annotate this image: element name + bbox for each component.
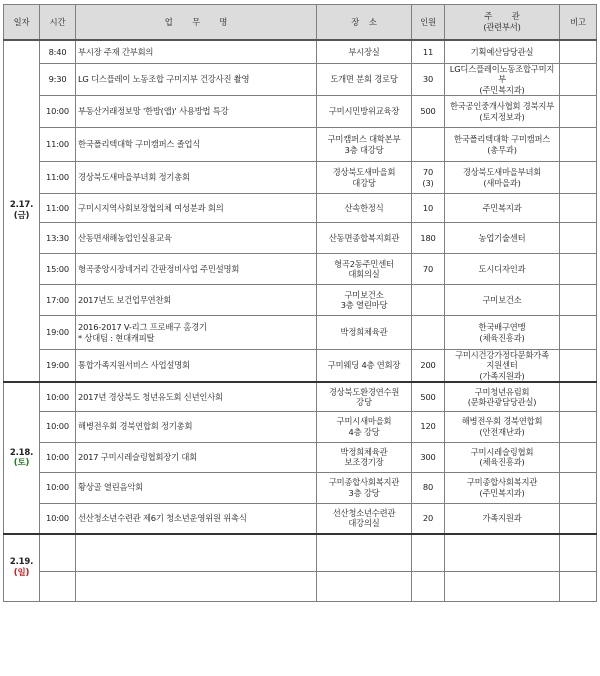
- task-cell: 2017년도 보건업무연찬회: [76, 285, 317, 316]
- count-cell: 70 (3): [412, 162, 445, 194]
- place-cell: 구미웨딩 4층 연회장: [317, 350, 412, 383]
- organizer-cell: LG디스플레이노동조합구미지부 (주민복지과): [445, 64, 560, 96]
- schedule-table: [3, 4, 597, 602]
- task-cell: 경상북도새마을부녀회 정기총회: [76, 162, 317, 194]
- organizer-cell: 주민복지과: [445, 194, 560, 223]
- place-cell: 구미캠퍼스 대학본부 3층 대강당: [317, 128, 412, 162]
- time-cell: 15:00: [40, 254, 76, 285]
- header-date: 일자: [4, 5, 40, 40]
- count-cell: 70: [412, 254, 445, 285]
- header-organizer: [445, 5, 560, 40]
- task-cell: 2017년 경상북도 청년유도회 신년인사회: [76, 382, 317, 411]
- count-cell: 30: [412, 64, 445, 96]
- place-cell: 형곡2동주민센터 대회의실: [317, 254, 412, 285]
- time-cell: 9:30: [40, 64, 76, 96]
- count-cell: [412, 534, 445, 571]
- organizer-cell: 구미시건강가정다문화가족 지원센터 (가족지원과): [445, 350, 560, 383]
- place-cell: [317, 534, 412, 571]
- date-label: 2.17.: [9, 200, 34, 211]
- count-cell: 180: [412, 223, 445, 254]
- place-cell: 선산청소년수련관 대강의실: [317, 503, 412, 534]
- schedule-row: [4, 382, 597, 411]
- time-cell: 17:00: [40, 285, 76, 316]
- task-cell: 해병전우회 경북연합회 정기총회: [76, 411, 317, 442]
- count-cell: 200: [412, 350, 445, 383]
- organizer-cell: 기획예산담당관실: [445, 40, 560, 64]
- place-cell: 구미보건소 3층 열린마당: [317, 285, 412, 316]
- task-cell: 부동산거래정보망 '한방(앱)' 사용방법 특강: [76, 96, 317, 128]
- count-cell: [412, 285, 445, 316]
- note-cell: [560, 128, 597, 162]
- place-cell: 박정희체육관 보조경기장: [317, 442, 412, 472]
- task-cell: [76, 571, 317, 601]
- note-cell: [560, 571, 597, 601]
- organizer-cell: 도시디자인과: [445, 254, 560, 285]
- schedule-row: [4, 194, 597, 223]
- schedule-row: [4, 442, 597, 472]
- task-cell: 황상골 열린음악회: [76, 472, 317, 503]
- time-cell: 19:00: [40, 350, 76, 383]
- schedule-body: [4, 40, 597, 602]
- time-cell: 10:00: [40, 411, 76, 442]
- day-of-week: (토): [13, 458, 30, 469]
- place-cell: 산동면종합복지회관: [317, 223, 412, 254]
- place-cell: 산속한정식: [317, 194, 412, 223]
- header-time: 시간: [40, 5, 76, 40]
- schedule-row: [4, 472, 597, 503]
- count-cell: 500: [412, 382, 445, 411]
- schedule-row: [4, 571, 597, 601]
- note-cell: [560, 503, 597, 534]
- task-cell: 한국폴리텍대학 구미캠퍼스 졸업식: [76, 128, 317, 162]
- header-row: [4, 5, 597, 40]
- schedule-row: [4, 503, 597, 534]
- task-cell: 통합가족지원서비스 사업설명회: [76, 350, 317, 383]
- schedule-row: [4, 64, 597, 96]
- note-cell: [560, 64, 597, 96]
- time-cell: [40, 534, 76, 571]
- schedule-row: [4, 254, 597, 285]
- organizer-cell: 가족지원과: [445, 503, 560, 534]
- organizer-cell: 한국배구연맹 (체육진흥과): [445, 316, 560, 350]
- schedule-row: [4, 128, 597, 162]
- schedule-row: [4, 411, 597, 442]
- task-cell: 형곡중앙시장네거리 간판정비사업 주민설명회: [76, 254, 317, 285]
- header-organizer-dept: (관련부서): [483, 21, 521, 32]
- time-cell: 10:00: [40, 96, 76, 128]
- organizer-cell: 경상북도새마을부녀회 (새마을과): [445, 162, 560, 194]
- schedule-row: [4, 223, 597, 254]
- date-label: 2.19.: [9, 557, 34, 568]
- organizer-cell: 구미종합사회복지관 (주민복지과): [445, 472, 560, 503]
- note-cell: [560, 382, 597, 411]
- schedule-row: [4, 96, 597, 128]
- place-cell: 경상북도환경연수원 강당: [317, 382, 412, 411]
- day-of-week: (일): [13, 567, 30, 578]
- place-cell: 구미시민방위교육장: [317, 96, 412, 128]
- time-cell: 8:40: [40, 40, 76, 64]
- note-cell: [560, 350, 597, 383]
- count-cell: [412, 571, 445, 601]
- place-cell: 구미종합사회복지관 3층 강당: [317, 472, 412, 503]
- organizer-cell: 구미보건소: [445, 285, 560, 316]
- note-cell: [560, 40, 597, 64]
- time-cell: 11:00: [40, 162, 76, 194]
- time-cell: 10:00: [40, 472, 76, 503]
- date-cell: [4, 40, 40, 383]
- organizer-cell: [445, 534, 560, 571]
- time-cell: 10:00: [40, 503, 76, 534]
- schedule-row: [4, 534, 597, 571]
- count-cell: 80: [412, 472, 445, 503]
- schedule-row: [4, 285, 597, 316]
- schedule-row: [4, 350, 597, 383]
- count-cell: 20: [412, 503, 445, 534]
- place-cell: 박정희체육관: [317, 316, 412, 350]
- count-cell: 120: [412, 411, 445, 442]
- organizer-cell: 구미청년유림회 (문화관광담당관실): [445, 382, 560, 411]
- place-cell: [317, 571, 412, 601]
- count-cell: 11: [412, 40, 445, 64]
- organizer-cell: 해병전우회 경북연합회 (안전재난과): [445, 411, 560, 442]
- organizer-cell: 한국공인중개사협회 경북지부 (토지정보과): [445, 96, 560, 128]
- task-cell: 2017 구미시레슬링협회장기 대회: [76, 442, 317, 472]
- date-cell: [4, 382, 40, 534]
- note-cell: [560, 411, 597, 442]
- task-cell: LG 디스플레이 노동조합 구미지부 건강사진 촬영: [76, 64, 317, 96]
- task-cell: 2016-2017 V-리그 프로배구 홈경기 * 상대팀 : 현대캐피탈: [76, 316, 317, 350]
- note-cell: [560, 472, 597, 503]
- time-cell: 10:00: [40, 382, 76, 411]
- note-cell: [560, 254, 597, 285]
- count-cell: 300: [412, 442, 445, 472]
- date-cell: [4, 534, 40, 601]
- note-cell: [560, 96, 597, 128]
- time-cell: 10:00: [40, 442, 76, 472]
- day-of-week: (금): [13, 210, 30, 221]
- task-cell: 구미시지역사회보장협의체 여성분과 회의: [76, 194, 317, 223]
- header-place: 장 소: [317, 5, 412, 40]
- place-cell: 구미시새마을회 4층 강당: [317, 411, 412, 442]
- place-cell: 부시장실: [317, 40, 412, 64]
- schedule-row: [4, 40, 597, 64]
- time-cell: 11:00: [40, 128, 76, 162]
- task-cell: [76, 534, 317, 571]
- header-count: 인원: [412, 5, 445, 40]
- header-note: 비고: [560, 5, 597, 40]
- time-cell: 11:00: [40, 194, 76, 223]
- count-cell: [412, 316, 445, 350]
- organizer-cell: [445, 571, 560, 601]
- count-cell: 10: [412, 194, 445, 223]
- header-organizer-title: 주 관: [484, 11, 520, 22]
- note-cell: [560, 223, 597, 254]
- note-cell: [560, 316, 597, 350]
- note-cell: [560, 285, 597, 316]
- place-cell: 경상북도새마을회 대강당: [317, 162, 412, 194]
- note-cell: [560, 534, 597, 571]
- time-cell: [40, 571, 76, 601]
- count-cell: 500: [412, 96, 445, 128]
- schedule-row: [4, 162, 597, 194]
- schedule-row: [4, 316, 597, 350]
- task-cell: 선산청소년수련관 제6기 청소년운영위원 위촉식: [76, 503, 317, 534]
- note-cell: [560, 442, 597, 472]
- note-cell: [560, 194, 597, 223]
- organizer-cell: 농업기술센터: [445, 223, 560, 254]
- header-task: 업 무 명: [76, 5, 317, 40]
- note-cell: [560, 162, 597, 194]
- task-cell: 산동면새해농업인실용교육: [76, 223, 317, 254]
- time-cell: 19:00: [40, 316, 76, 350]
- place-cell: 도개면 분회 경로당: [317, 64, 412, 96]
- date-label: 2.18.: [9, 447, 34, 458]
- count-cell: [412, 128, 445, 162]
- time-cell: 13:30: [40, 223, 76, 254]
- task-cell: 부시장 주재 간부회의: [76, 40, 317, 64]
- organizer-cell: 한국폴리텍대학 구미캠퍼스 (총무과): [445, 128, 560, 162]
- organizer-cell: 구미시레슬링협회 (체육진흥과): [445, 442, 560, 472]
